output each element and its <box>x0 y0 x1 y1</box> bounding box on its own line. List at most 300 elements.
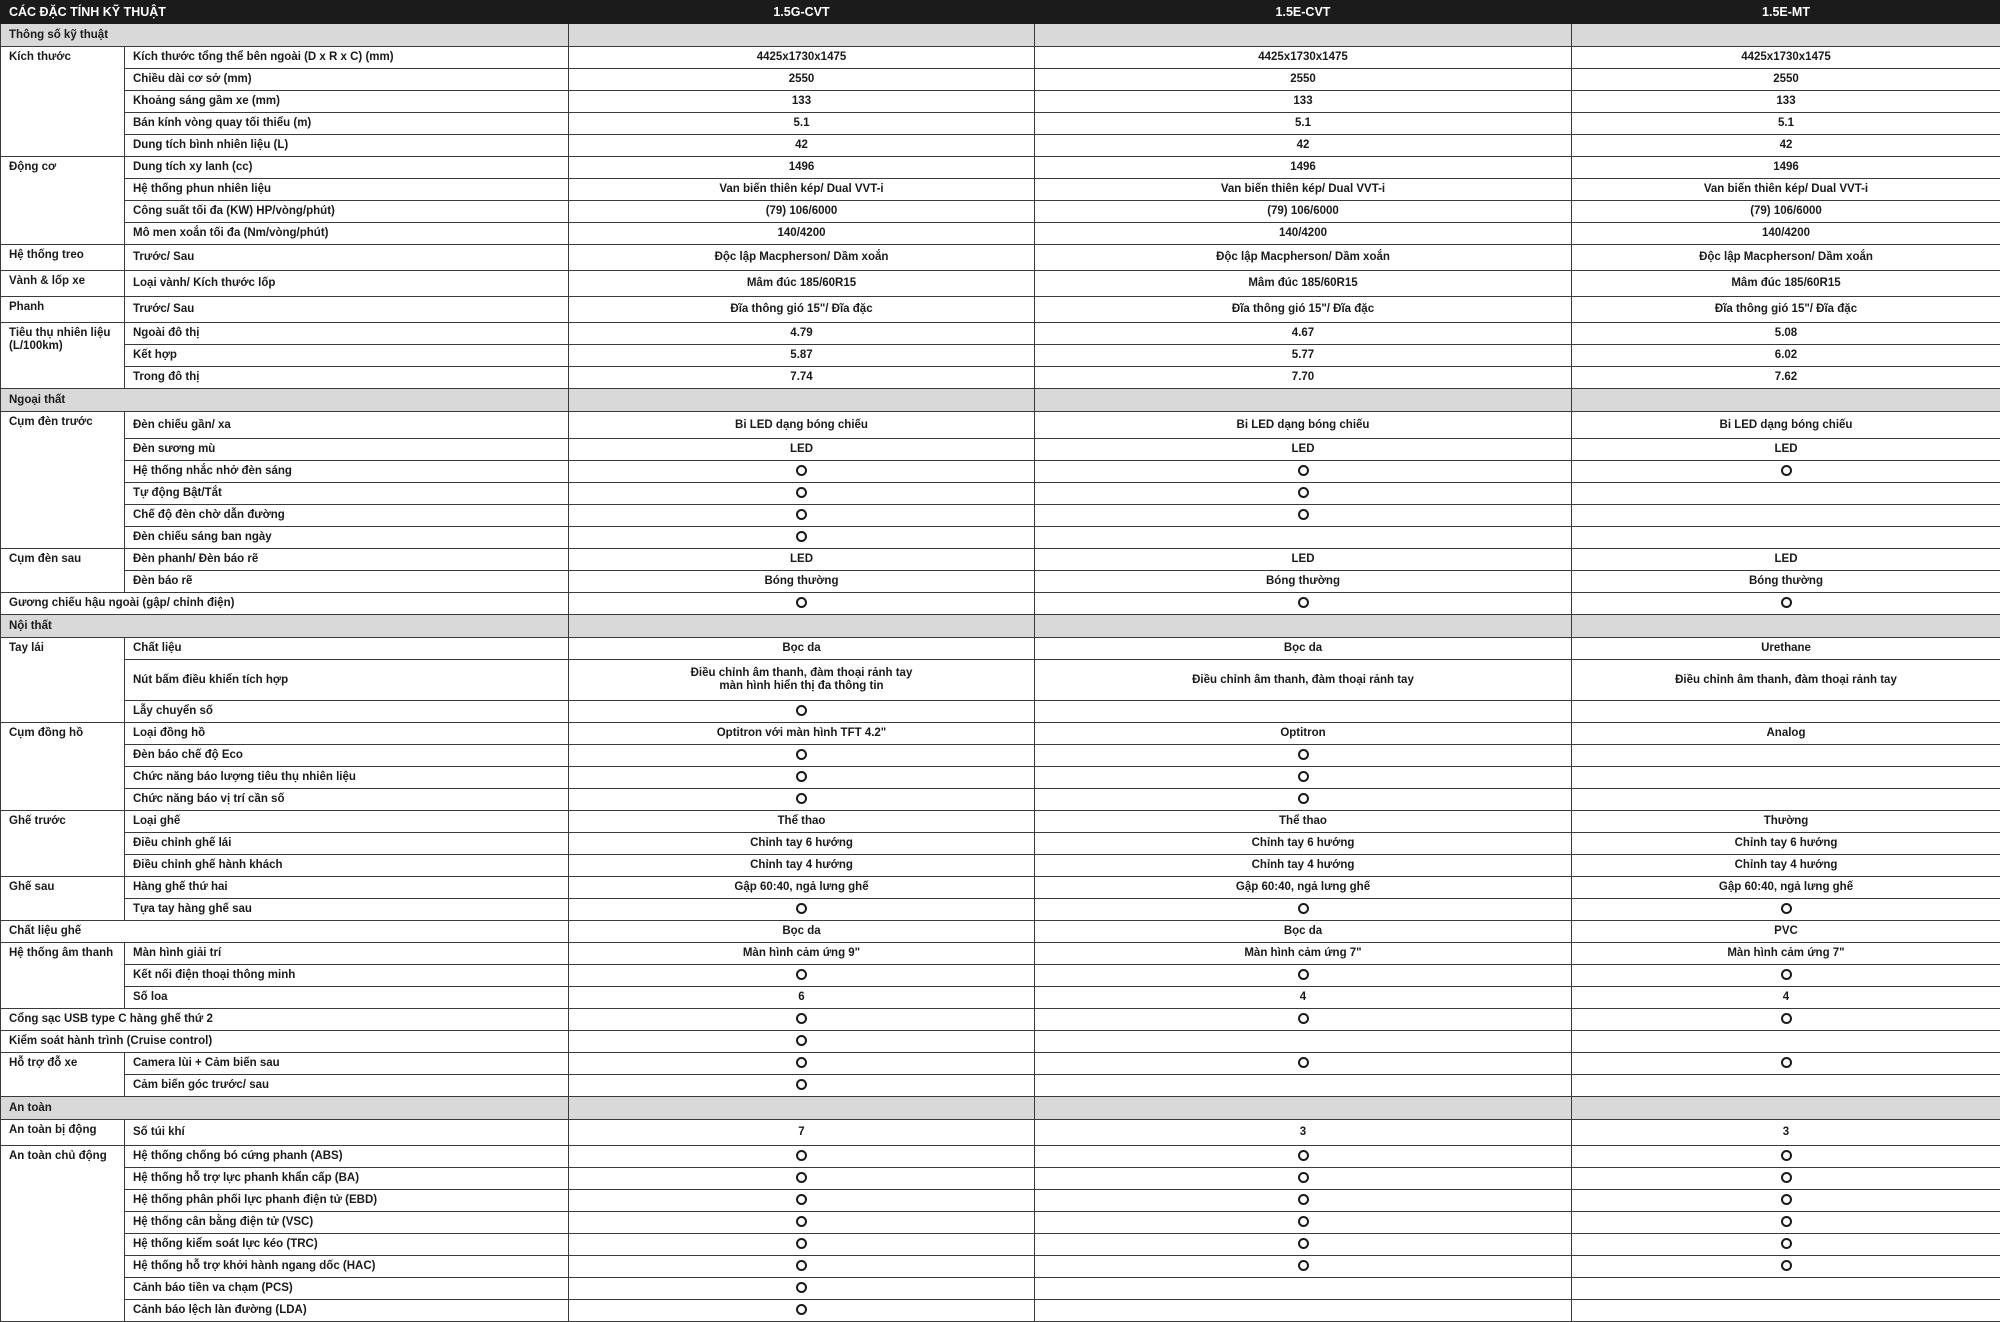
feature-available-icon <box>1298 903 1309 914</box>
feature-available-icon <box>796 465 807 476</box>
table-row <box>1 69 2000 91</box>
table-row <box>1 1300 2000 1322</box>
spec-label: Khoảng sáng gầm xe (mm) <box>125 91 569 113</box>
spec-label: Số loa <box>125 987 569 1009</box>
feature-available-icon <box>796 969 807 980</box>
spec-value: 1496 <box>569 157 1035 179</box>
feature-available-icon <box>1781 1013 1792 1024</box>
spec-value: (79) 106/6000 <box>569 201 1035 223</box>
spec-value <box>1572 789 2000 811</box>
section-cell <box>1572 24 2000 47</box>
feature-available-icon <box>1298 509 1309 520</box>
feature-available-icon <box>796 597 807 608</box>
table-row <box>1 1146 2000 1168</box>
spec-value: Bọc da <box>1035 921 1572 943</box>
table-row <box>1 179 2000 201</box>
section-row <box>1 1097 2000 1120</box>
table-row <box>1 271 2000 297</box>
table-row <box>1 367 2000 389</box>
feature-available-icon <box>796 793 807 804</box>
spec-value: Chỉnh tay 6 hướng <box>1035 833 1572 855</box>
spec-value <box>1572 767 2000 789</box>
feature-available-icon <box>796 705 807 716</box>
table-row <box>1 1075 2000 1097</box>
spec-label: Cảnh báo tiền va chạm (PCS) <box>125 1278 569 1300</box>
spec-value <box>1572 505 2000 527</box>
spec-value <box>1572 1212 2000 1234</box>
header-variant: 1.5G-CVT <box>569 1 1035 24</box>
spec-value: 4425x1730x1475 <box>569 47 1035 69</box>
spec-label: Bán kính vòng quay tối thiểu (m) <box>125 113 569 135</box>
spec-label: Tự động Bật/Tắt <box>125 483 569 505</box>
spec-value: LED <box>1572 439 2000 461</box>
header-title: CÁC ĐẶC TÍNH KỸ THUẬT <box>1 1 569 24</box>
spec-value <box>569 767 1035 789</box>
spec-value <box>1572 1009 2000 1031</box>
spec-value: Đĩa thông gió 15"/ Đĩa đặc <box>569 297 1035 323</box>
feature-available-icon <box>796 1150 807 1161</box>
spec-value: 7.74 <box>569 367 1035 389</box>
section-cell <box>569 389 1035 412</box>
table-row <box>1 1256 2000 1278</box>
table-row <box>1 223 2000 245</box>
spec-value <box>1035 1168 1572 1190</box>
feature-available-icon <box>796 1216 807 1227</box>
feature-available-icon <box>1781 903 1792 914</box>
table-row <box>1 899 2000 921</box>
table-row <box>1 855 2000 877</box>
table-row <box>1 483 2000 505</box>
spec-value <box>1035 505 1572 527</box>
table-row <box>1 47 2000 69</box>
section-title: Ngoại thất <box>1 389 569 412</box>
table-row <box>1 461 2000 483</box>
section-cell <box>569 24 1035 47</box>
spec-value <box>569 1234 1035 1256</box>
spec-value: Thể thao <box>569 811 1035 833</box>
spec-value: Thể thao <box>1035 811 1572 833</box>
spec-category: An toàn chủ động <box>1 1146 125 1322</box>
spec-value: 140/4200 <box>1035 223 1572 245</box>
spec-value: Bi LED dạng bóng chiếu <box>1035 412 1572 439</box>
spec-value <box>1035 483 1572 505</box>
spec-value: 4425x1730x1475 <box>1035 47 1572 69</box>
spec-value: LED <box>1035 549 1572 571</box>
spec-value: 7.70 <box>1035 367 1572 389</box>
spec-value: Mâm đúc 185/60R15 <box>1035 271 1572 297</box>
spec-value <box>569 1075 1035 1097</box>
spec-value: Bóng thường <box>1035 571 1572 593</box>
feature-available-icon <box>1298 1260 1309 1271</box>
spec-category: Cụm đồng hồ <box>1 723 125 811</box>
spec-category: Phanh <box>1 297 125 323</box>
spec-label: Hàng ghế thứ hai <box>125 877 569 899</box>
spec-value: LED <box>569 549 1035 571</box>
section-cell <box>1572 615 2000 638</box>
spec-category: Kích thước <box>1 47 125 157</box>
spec-category: Tiêu thụ nhiên liệu (L/100km) <box>1 323 125 389</box>
spec-label: Kết nối điện thoại thông minh <box>125 965 569 987</box>
spec-label: Tựa tay hàng ghế sau <box>125 899 569 921</box>
table-row <box>1 987 2000 1009</box>
section-cell <box>1035 615 1572 638</box>
spec-category: Gương chiếu hậu ngoài (gập/ chỉnh điện) <box>1 593 569 615</box>
table-row <box>1 527 2000 549</box>
spec-value <box>569 899 1035 921</box>
feature-available-icon <box>796 903 807 914</box>
spec-value: Thường <box>1572 811 2000 833</box>
spec-value <box>1035 745 1572 767</box>
spec-value: 2550 <box>569 69 1035 91</box>
feature-available-icon <box>796 1079 807 1090</box>
spec-value: LED <box>1572 549 2000 571</box>
spec-value: 7 <box>569 1120 1035 1146</box>
table-row <box>1 113 2000 135</box>
table-row <box>1 965 2000 987</box>
section-cell <box>569 1097 1035 1120</box>
spec-value: 5.1 <box>1035 113 1572 135</box>
spec-value <box>569 1256 1035 1278</box>
spec-value <box>1572 483 2000 505</box>
feature-available-icon <box>796 749 807 760</box>
table-row <box>1 593 2000 615</box>
spec-value <box>569 789 1035 811</box>
spec-value: 1496 <box>1572 157 2000 179</box>
spec-value: Bọc da <box>569 638 1035 660</box>
spec-value: 2550 <box>1035 69 1572 91</box>
spec-label: Chức năng báo lượng tiêu thụ nhiên liệu <box>125 767 569 789</box>
section-cell <box>1035 389 1572 412</box>
spec-value: Màn hình cảm ứng 9" <box>569 943 1035 965</box>
spec-value <box>569 965 1035 987</box>
spec-label: Đèn chiếu gần/ xa <box>125 412 569 439</box>
spec-label: Mô men xoắn tối đa (Nm/vòng/phút) <box>125 223 569 245</box>
feature-available-icon <box>1781 1194 1792 1205</box>
spec-value <box>1035 701 1572 723</box>
spec-value: Chỉnh tay 6 hướng <box>1572 833 2000 855</box>
table-row <box>1 201 2000 223</box>
feature-available-icon <box>1298 487 1309 498</box>
spec-category: Hệ thống treo <box>1 245 125 271</box>
spec-value: 140/4200 <box>569 223 1035 245</box>
spec-value: Optitron <box>1035 723 1572 745</box>
table-row <box>1 1168 2000 1190</box>
spec-category: Ghế trước <box>1 811 125 877</box>
spec-category: Hỗ trợ đỗ xe <box>1 1053 125 1097</box>
spec-label: Camera lùi + Cảm biến sau <box>125 1053 569 1075</box>
feature-available-icon <box>796 1013 807 1024</box>
cell-line: màn hình hiển thị đa thông tin <box>573 680 1030 693</box>
spec-label: Đèn sương mù <box>125 439 569 461</box>
spec-value: 4 <box>1035 987 1572 1009</box>
feature-available-icon <box>796 509 807 520</box>
spec-value <box>1572 1075 2000 1097</box>
section-cell <box>1035 1097 1572 1120</box>
feature-available-icon <box>1298 1194 1309 1205</box>
spec-label: Hệ thống kiểm soát lực kéo (TRC) <box>125 1234 569 1256</box>
table-row <box>1 745 2000 767</box>
table-row <box>1 811 2000 833</box>
feature-available-icon <box>796 1238 807 1249</box>
spec-value <box>569 1031 1035 1053</box>
spec-label: Chế độ đèn chờ dẫn đường <box>125 505 569 527</box>
feature-available-icon <box>796 1172 807 1183</box>
feature-available-icon <box>796 1035 807 1046</box>
spec-value: 133 <box>569 91 1035 113</box>
table-row <box>1 1053 2000 1075</box>
spec-category: Cụm đèn trước <box>1 412 125 549</box>
spec-value: 5.1 <box>569 113 1035 135</box>
spec-label: Chiều dài cơ sở (mm) <box>125 69 569 91</box>
spec-label: Hệ thống hỗ trợ lực phanh khẩn cấp (BA) <box>125 1168 569 1190</box>
spec-value <box>569 1168 1035 1190</box>
feature-available-icon <box>1781 465 1792 476</box>
spec-value: Độc lập Macpherson/ Dầm xoắn <box>569 245 1035 271</box>
spec-label: Đèn chiếu sáng ban ngày <box>125 527 569 549</box>
spec-category: Tay lái <box>1 638 125 723</box>
spec-value: 6 <box>569 987 1035 1009</box>
spec-value: 3 <box>1035 1120 1572 1146</box>
spec-value <box>569 745 1035 767</box>
table-row <box>1 412 2000 439</box>
spec-label: Hệ thống hỗ trợ khởi hành ngang dốc (HAC) <box>125 1256 569 1278</box>
spec-value <box>569 483 1035 505</box>
feature-available-icon <box>796 1282 807 1293</box>
spec-value: Gập 60:40, ngả lưng ghế <box>1572 877 2000 899</box>
spec-value: 4 <box>1572 987 2000 1009</box>
spec-label: Kích thước tổng thể bên ngoài (D x R x C) (mm) <box>125 47 569 69</box>
spec-value <box>569 527 1035 549</box>
header-variant: 1.5E-MT <box>1572 1 2000 24</box>
spec-category: Hệ thống âm thanh <box>1 943 125 1009</box>
spec-value <box>1035 1212 1572 1234</box>
feature-available-icon <box>1298 1216 1309 1227</box>
spec-value: 42 <box>1572 135 2000 157</box>
table-row <box>1 789 2000 811</box>
spec-category: An toàn bị động <box>1 1120 125 1146</box>
spec-value <box>1572 1300 2000 1322</box>
table-row <box>1 571 2000 593</box>
feature-available-icon <box>1781 969 1792 980</box>
spec-category: Cụm đèn sau <box>1 549 125 593</box>
spec-value <box>1035 965 1572 987</box>
spec-value <box>1572 527 2000 549</box>
spec-value: 5.1 <box>1572 113 2000 135</box>
feature-available-icon <box>796 531 807 542</box>
spec-value <box>1572 1053 2000 1075</box>
table-row <box>1 345 2000 367</box>
spec-value <box>569 1212 1035 1234</box>
spec-value <box>1035 593 1572 615</box>
spec-value: 7.62 <box>1572 367 2000 389</box>
spec-value <box>1572 1146 2000 1168</box>
spec-label: Số túi khí <box>125 1120 569 1146</box>
spec-value: Độc lập Macpherson/ Dầm xoắn <box>1572 245 2000 271</box>
feature-available-icon <box>1781 597 1792 608</box>
spec-value <box>1572 1278 2000 1300</box>
header-row <box>1 1 2000 24</box>
spec-value: Độc lập Macpherson/ Dầm xoắn <box>1035 245 1572 271</box>
spec-label: Điều chỉnh ghế lái <box>125 833 569 855</box>
spec-value <box>1035 1300 1572 1322</box>
spec-value <box>1572 745 2000 767</box>
spec-value: Bi LED dạng bóng chiếu <box>1572 412 2000 439</box>
spec-value: (79) 106/6000 <box>1572 201 2000 223</box>
spec-value <box>569 1053 1035 1075</box>
spec-label: Cảm biến góc trước/ sau <box>125 1075 569 1097</box>
spec-value: 1496 <box>1035 157 1572 179</box>
spec-value: 2550 <box>1572 69 2000 91</box>
spec-value <box>1035 1031 1572 1053</box>
spec-value: Urethane <box>1572 638 2000 660</box>
spec-label: Công suất tối đa (KW) HP/vòng/phút) <box>125 201 569 223</box>
feature-available-icon <box>1298 969 1309 980</box>
table-row <box>1 135 2000 157</box>
section-cell <box>1572 1097 2000 1120</box>
table-row <box>1 660 2000 701</box>
spec-label: Loại đồng hồ <box>125 723 569 745</box>
spec-value: 133 <box>1572 91 2000 113</box>
spec-value: 140/4200 <box>1572 223 2000 245</box>
spec-value: Chỉnh tay 4 hướng <box>1035 855 1572 877</box>
spec-value <box>569 701 1035 723</box>
table-row <box>1 701 2000 723</box>
spec-table-body <box>1 1 2000 1322</box>
table-row <box>1 1212 2000 1234</box>
table-row <box>1 921 2000 943</box>
spec-label: Hệ thống phun nhiên liệu <box>125 179 569 201</box>
spec-value: LED <box>1035 439 1572 461</box>
table-row <box>1 505 2000 527</box>
spec-value: Van biến thiên kép/ Dual VVT-i <box>1572 179 2000 201</box>
spec-label: Đèn phanh/ Đèn báo rẽ <box>125 549 569 571</box>
header-variant: 1.5E-CVT <box>1035 1 1572 24</box>
spec-value: PVC <box>1572 921 2000 943</box>
table-row <box>1 767 2000 789</box>
feature-available-icon <box>1781 1057 1792 1068</box>
spec-value: Gập 60:40, ngả lưng ghế <box>1035 877 1572 899</box>
spec-value: Van biến thiên kép/ Dual VVT-i <box>1035 179 1572 201</box>
spec-label: Hệ thống phân phối lực phanh điện tử (EBD) <box>125 1190 569 1212</box>
feature-available-icon <box>1781 1216 1792 1227</box>
section-row <box>1 389 2000 412</box>
spec-value <box>1572 1190 2000 1212</box>
table-row <box>1 1278 2000 1300</box>
spec-label: Trong đô thị <box>125 367 569 389</box>
spec-value <box>1035 899 1572 921</box>
feature-available-icon <box>1298 1013 1309 1024</box>
table-row <box>1 1120 2000 1146</box>
spec-value <box>569 660 1035 701</box>
spec-value: Bóng thường <box>1572 571 2000 593</box>
spec-label: Điều chỉnh ghế hành khách <box>125 855 569 877</box>
spec-value: 4.67 <box>1035 323 1572 345</box>
spec-value: Mâm đúc 185/60R15 <box>1572 271 2000 297</box>
spec-value: 5.08 <box>1572 323 2000 345</box>
section-row <box>1 615 2000 638</box>
spec-value: Analog <box>1572 723 2000 745</box>
spec-value <box>1572 965 2000 987</box>
spec-label: Hệ thống chống bó cứng phanh (ABS) <box>125 1146 569 1168</box>
spec-value <box>569 1146 1035 1168</box>
feature-available-icon <box>1781 1260 1792 1271</box>
table-row <box>1 833 2000 855</box>
cell-line: Điều chỉnh âm thanh, đàm thoại rảnh tay <box>573 667 1030 680</box>
spec-value: Điều chỉnh âm thanh, đàm thoại rảnh tay <box>1035 660 1572 701</box>
spec-value <box>1035 1190 1572 1212</box>
spec-value <box>1035 1234 1572 1256</box>
spec-value <box>569 1278 1035 1300</box>
feature-available-icon <box>1781 1150 1792 1161</box>
table-row <box>1 1031 2000 1053</box>
spec-category: Động cơ <box>1 157 125 245</box>
spec-value: 3 <box>1572 1120 2000 1146</box>
table-row <box>1 943 2000 965</box>
spec-value: Optitron với màn hình TFT 4.2" <box>569 723 1035 745</box>
spec-value: Bóng thường <box>569 571 1035 593</box>
spec-value: 6.02 <box>1572 345 2000 367</box>
table-row <box>1 439 2000 461</box>
feature-available-icon <box>1298 1150 1309 1161</box>
spec-value <box>569 1300 1035 1322</box>
spec-value <box>1035 1009 1572 1031</box>
feature-available-icon <box>796 487 807 498</box>
spec-value <box>1572 1256 2000 1278</box>
spec-value: Đĩa thông gió 15"/ Đĩa đặc <box>1572 297 2000 323</box>
feature-available-icon <box>1298 465 1309 476</box>
spec-value <box>1572 1234 2000 1256</box>
spec-value: Mâm đúc 185/60R15 <box>569 271 1035 297</box>
spec-category: Kiểm soát hành trình (Cruise control) <box>1 1031 569 1053</box>
spec-label: Hệ thống cân bằng điện tử (VSC) <box>125 1212 569 1234</box>
table-row <box>1 1190 2000 1212</box>
feature-available-icon <box>1298 1057 1309 1068</box>
spec-value: Gập 60:40, ngả lưng ghế <box>569 877 1035 899</box>
spec-label: Dung tích xy lanh (cc) <box>125 157 569 179</box>
section-row <box>1 24 2000 47</box>
spec-label: Màn hình giải trí <box>125 943 569 965</box>
spec-value: 42 <box>569 135 1035 157</box>
spec-value: Bi LED dạng bóng chiếu <box>569 412 1035 439</box>
spec-label: Cảnh báo lệch làn đường (LDA) <box>125 1300 569 1322</box>
table-row <box>1 1234 2000 1256</box>
section-cell <box>1572 389 2000 412</box>
spec-value <box>569 461 1035 483</box>
spec-value: 42 <box>1035 135 1572 157</box>
spec-label: Loại vành/ Kích thước lốp <box>125 271 569 297</box>
spec-value <box>569 593 1035 615</box>
feature-available-icon <box>796 1057 807 1068</box>
spec-value: Van biến thiên kép/ Dual VVT-i <box>569 179 1035 201</box>
spec-value: Chỉnh tay 4 hướng <box>1572 855 2000 877</box>
spec-value: Chỉnh tay 4 hướng <box>569 855 1035 877</box>
feature-available-icon <box>1298 749 1309 760</box>
table-row <box>1 91 2000 113</box>
spec-value <box>569 505 1035 527</box>
spec-value: Bọc da <box>1035 638 1572 660</box>
table-row <box>1 1009 2000 1031</box>
spec-value: Đĩa thông gió 15"/ Đĩa đặc <box>1035 297 1572 323</box>
spec-label: Kết hợp <box>125 345 569 367</box>
spec-value <box>569 1009 1035 1031</box>
spec-value <box>1572 701 2000 723</box>
table-row <box>1 638 2000 660</box>
spec-label: Đèn báo chế độ Eco <box>125 745 569 767</box>
spec-value <box>1572 593 2000 615</box>
spec-value <box>1035 1053 1572 1075</box>
spec-label: Chức năng báo vị trí cần số <box>125 789 569 811</box>
spec-label: Dung tích bình nhiên liệu (L) <box>125 135 569 157</box>
